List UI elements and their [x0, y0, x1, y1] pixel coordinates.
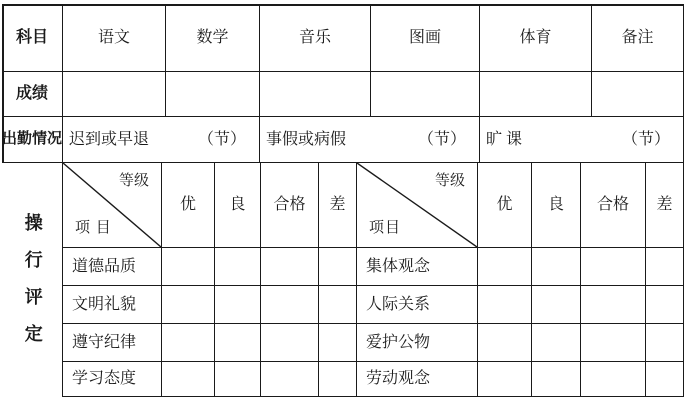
diagonal-level-label: 等级 [434, 173, 465, 189]
rating-input-cell[interactable] [319, 362, 357, 397]
rating-input-cell[interactable] [162, 248, 215, 286]
subject-cell-music: 音乐 [260, 4, 371, 72]
rating-input-cell[interactable] [319, 286, 357, 324]
rating-input-cell[interactable] [646, 286, 684, 324]
rating-input-cell[interactable] [215, 362, 261, 397]
conduct-header-cell: 操行评定 [2, 163, 63, 397]
conduct-item-collective: 集体观念 [357, 248, 478, 286]
conduct-item-morality: 道德品质 [63, 248, 162, 286]
rating-input-cell[interactable] [162, 362, 215, 397]
subject-cell-pe: 体育 [480, 4, 592, 72]
rating-input-cell[interactable] [261, 362, 319, 397]
rating-input-cell[interactable] [478, 362, 532, 397]
attendance-late-label: 迟到或早退 [69, 130, 150, 148]
diagonal-header-cell-right [357, 163, 478, 248]
conduct-item-property: 爱护公物 [357, 324, 478, 362]
grade-level-cell-excellent: 优 [478, 163, 532, 248]
rating-input-cell[interactable] [215, 286, 261, 324]
subject-cell-math: 数学 [166, 4, 260, 72]
attendance-late-cell[interactable] [63, 117, 260, 163]
attendance-header-cell: 出勤情况 [2, 117, 63, 163]
conduct-item-study-attitude: 学习态度 [63, 362, 162, 397]
grade-input-cell[interactable] [480, 72, 592, 117]
rating-input-cell[interactable] [319, 324, 357, 362]
grades-header-cell: 成绩 [2, 72, 63, 117]
grade-input-cell[interactable] [592, 72, 684, 117]
rating-input-cell[interactable] [261, 324, 319, 362]
diagonal-header-cell-left [63, 163, 162, 248]
attendance-leave-cell[interactable] [260, 117, 480, 163]
rating-input-cell[interactable] [532, 362, 581, 397]
grade-level-cell-good: 良 [532, 163, 581, 248]
subjects-header-cell: 科目 [2, 4, 63, 72]
rating-input-cell[interactable] [261, 286, 319, 324]
conduct-item-discipline: 遵守纪律 [63, 324, 162, 362]
grade-input-cell[interactable] [371, 72, 480, 117]
rating-input-cell[interactable] [319, 248, 357, 286]
rating-input-cell[interactable] [581, 324, 646, 362]
rating-input-cell[interactable] [532, 286, 581, 324]
subject-cell-chinese: 语文 [63, 4, 166, 72]
conduct-item-manners: 文明礼貌 [63, 286, 162, 324]
rating-input-cell[interactable] [162, 324, 215, 362]
diagonal-level-label: 等级 [118, 173, 149, 189]
rating-input-cell[interactable] [532, 248, 581, 286]
grade-input-cell[interactable] [166, 72, 260, 117]
rating-input-cell[interactable] [478, 324, 532, 362]
diagonal-item-label: 项 目 [75, 220, 112, 236]
rating-input-cell[interactable] [162, 286, 215, 324]
rating-input-cell[interactable] [581, 286, 646, 324]
attendance-absent-cell[interactable] [480, 117, 684, 163]
grade-level-cell-good: 良 [215, 163, 261, 248]
rating-input-cell[interactable] [646, 324, 684, 362]
grade-level-cell-poor: 差 [646, 163, 684, 248]
rating-input-cell[interactable] [646, 248, 684, 286]
rating-input-cell[interactable] [581, 248, 646, 286]
rating-input-cell[interactable] [215, 248, 261, 286]
conduct-item-labor: 劳动观念 [357, 362, 478, 397]
attendance-leave-unit: （节） [417, 130, 466, 148]
conduct-item-relations: 人际关系 [357, 286, 478, 324]
rating-input-cell[interactable] [478, 286, 532, 324]
rating-input-cell[interactable] [646, 362, 684, 397]
attendance-late-unit: （节） [197, 130, 246, 148]
rating-input-cell[interactable] [478, 248, 532, 286]
diagonal-item-label: 项目 [369, 220, 402, 236]
grade-level-cell-poor: 差 [319, 163, 357, 248]
rating-input-cell[interactable] [532, 324, 581, 362]
attendance-leave-label: 事假或病假 [266, 130, 347, 148]
attendance-absent-unit: （节） [621, 130, 670, 148]
rating-input-cell[interactable] [261, 248, 319, 286]
grade-level-cell-pass: 合格 [581, 163, 646, 248]
grade-level-cell-pass: 合格 [261, 163, 319, 248]
subject-cell-remarks: 备注 [592, 4, 684, 72]
rating-input-cell[interactable] [215, 324, 261, 362]
attendance-absent-label: 旷 课 [486, 130, 523, 148]
grade-input-cell[interactable] [63, 72, 166, 117]
rating-input-cell[interactable] [581, 362, 646, 397]
grade-input-cell[interactable] [260, 72, 371, 117]
grade-level-cell-excellent: 优 [162, 163, 215, 248]
subject-cell-drawing: 图画 [371, 4, 480, 72]
